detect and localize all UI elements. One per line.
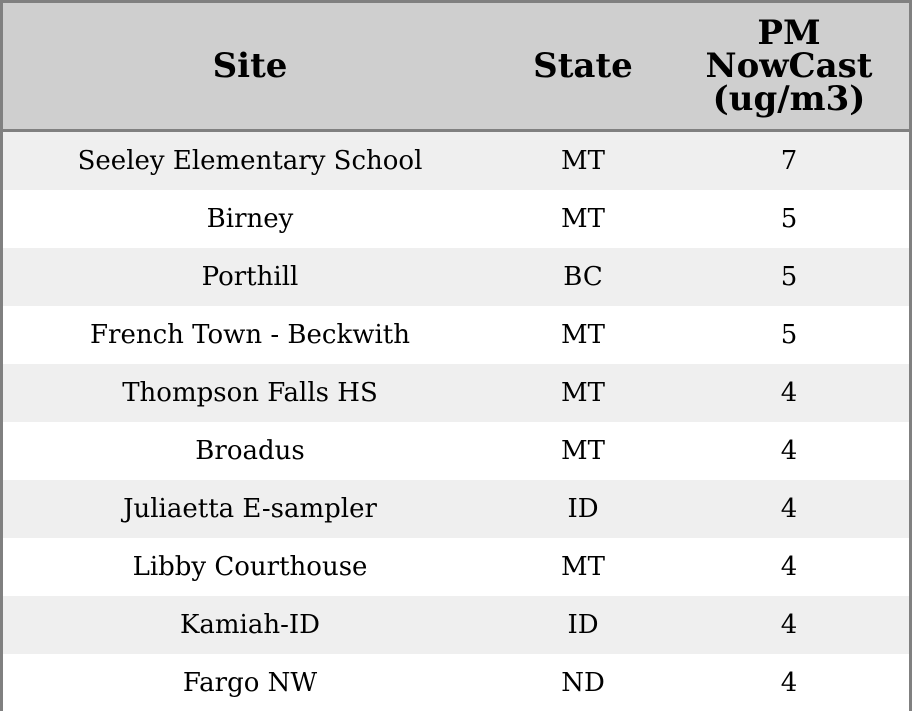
state-cell: ID (567, 494, 599, 524)
table-row (3, 596, 909, 654)
site-cell: Broadus (195, 436, 305, 466)
table-row (3, 654, 909, 712)
site-cell: French Town - Beckwith (89, 320, 411, 350)
state-cell: MT (561, 146, 605, 176)
column-header-state: State (533, 45, 633, 86)
column-header-pm-nowcast: PM NowCast (ug/m3) (705, 12, 873, 119)
table-row (3, 248, 909, 306)
state-cell: MT (561, 378, 605, 408)
site-cell: Kamiah-ID (179, 610, 321, 640)
pm-value-cell: 4 (780, 494, 798, 524)
table-header-row (3, 3, 909, 132)
table-row (3, 422, 909, 480)
pm-value-cell: 4 (780, 378, 798, 408)
pm-value-cell: 7 (780, 146, 798, 176)
pm-value-cell: 4 (780, 668, 798, 698)
state-cell: ND (561, 668, 605, 698)
table-row (3, 364, 909, 422)
pm-value-cell: 4 (780, 436, 798, 466)
table-row (3, 190, 909, 248)
column-header-site: Site (212, 45, 288, 86)
site-cell: Seeley Elementary School (77, 146, 423, 176)
state-cell: MT (561, 320, 605, 350)
pm-value-cell: 5 (780, 262, 798, 292)
state-cell: MT (561, 436, 605, 466)
pm-value-cell: 5 (780, 204, 798, 234)
site-cell: Porthill (201, 262, 299, 292)
table-row (3, 132, 909, 190)
pm-value-cell: 4 (780, 552, 798, 582)
state-cell: MT (561, 204, 605, 234)
table-row (3, 480, 909, 538)
pm-value-cell: 5 (780, 320, 798, 350)
site-cell: Thompson Falls HS (122, 378, 378, 408)
state-cell: BC (563, 262, 603, 292)
table-row (3, 306, 909, 364)
site-cell: Birney (206, 204, 294, 234)
state-cell: MT (561, 552, 605, 582)
table-body (3, 132, 909, 712)
pm-value-cell: 4 (780, 610, 798, 640)
site-cell: Juliaetta E-sampler (123, 494, 377, 524)
site-cell: Libby Courthouse (132, 552, 368, 582)
table-row (3, 538, 909, 596)
state-cell: ID (567, 610, 599, 640)
site-cell: Fargo NW (182, 668, 318, 698)
